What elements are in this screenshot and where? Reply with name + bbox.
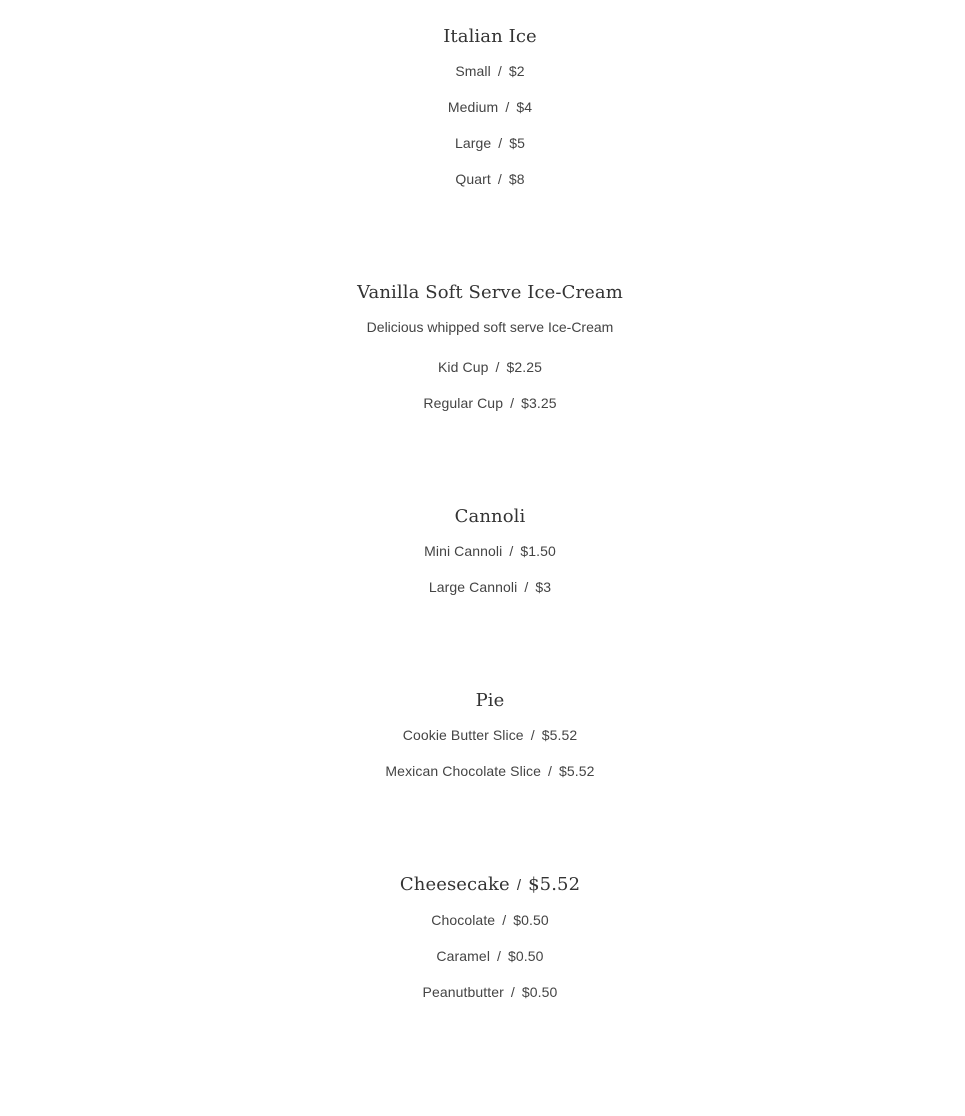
menu-section-soft-serve — [0, 281, 965, 430]
item-price: $5.52 — [559, 763, 595, 779]
menu-item — [0, 542, 965, 578]
separator: / — [497, 63, 502, 79]
separator: / — [498, 135, 503, 151]
item-price: $0.50 — [513, 912, 549, 928]
item-name: Large — [454, 135, 492, 151]
separator: / — [495, 359, 500, 375]
menu-section-pie — [0, 689, 965, 798]
section-description: Delicious whipped soft serve Ice-Cream — [366, 319, 614, 335]
section-title — [0, 873, 965, 898]
section-title: Italian Ice — [443, 26, 537, 47]
menu-item — [0, 62, 965, 98]
separator: / — [510, 395, 515, 411]
separator: / — [510, 984, 515, 1000]
menu-section-cannoli — [0, 505, 965, 614]
menu-section-italian-ice — [0, 25, 965, 206]
item-name: Small — [455, 63, 491, 79]
item-price: $3.25 — [521, 395, 557, 411]
item-price: $4 — [516, 99, 533, 115]
separator: / — [505, 99, 510, 115]
item-name: Mini Cannoli — [424, 543, 503, 559]
menu-item — [0, 358, 965, 394]
item-name: Large Cannoli — [428, 579, 518, 595]
item-price: $2.25 — [506, 359, 543, 375]
item-name: Kid Cup — [437, 359, 489, 375]
item-name: Regular Cup — [423, 395, 504, 411]
item-list — [0, 62, 965, 206]
separator: / — [524, 579, 529, 595]
section-title: Pie — [475, 690, 505, 711]
item-price: $5 — [509, 135, 526, 151]
separator: / — [509, 543, 514, 559]
item-list — [0, 358, 965, 430]
separator: / — [548, 763, 553, 779]
item-name: Chocolate — [431, 912, 496, 928]
item-price: $0.50 — [508, 948, 544, 964]
item-name: Caramel — [436, 948, 491, 964]
separator: / — [502, 912, 507, 928]
menu-item — [0, 762, 965, 798]
separator: / — [497, 171, 502, 187]
separator: / — [530, 727, 535, 743]
item-price: $3 — [535, 579, 552, 595]
menu-item — [0, 394, 965, 430]
item-price: $2 — [508, 63, 525, 79]
menu-item — [0, 170, 965, 206]
section-title: Cannoli — [454, 506, 526, 527]
item-list — [0, 911, 965, 1019]
item-list — [0, 726, 965, 798]
menu-item — [0, 98, 965, 134]
menu-item — [0, 947, 965, 983]
menu-item — [0, 578, 965, 614]
item-price: $1.50 — [520, 543, 556, 559]
item-name: Quart — [455, 171, 491, 187]
item-name: Peanutbutter — [422, 984, 504, 1000]
separator: / — [497, 948, 502, 964]
section-title: Vanilla Soft Serve Ice-Cream — [357, 282, 623, 303]
item-name: Mexican Chocolate Slice — [385, 763, 542, 779]
item-name: Medium — [447, 99, 499, 115]
section-title-price: $5.52 — [528, 874, 581, 895]
menu-section-cheesecake — [0, 873, 965, 1019]
menu-item — [0, 983, 965, 1019]
menu-item — [0, 726, 965, 762]
item-price: $8 — [508, 171, 525, 187]
menu-item — [0, 911, 965, 947]
separator: / — [516, 877, 522, 894]
item-price: $0.50 — [521, 984, 558, 1000]
item-list — [0, 542, 965, 614]
item-name: Cookie Butter Slice — [402, 727, 524, 743]
item-price: $5.52 — [541, 727, 578, 743]
menu-item — [0, 134, 965, 170]
section-title-text: Cheesecake — [399, 874, 510, 895]
